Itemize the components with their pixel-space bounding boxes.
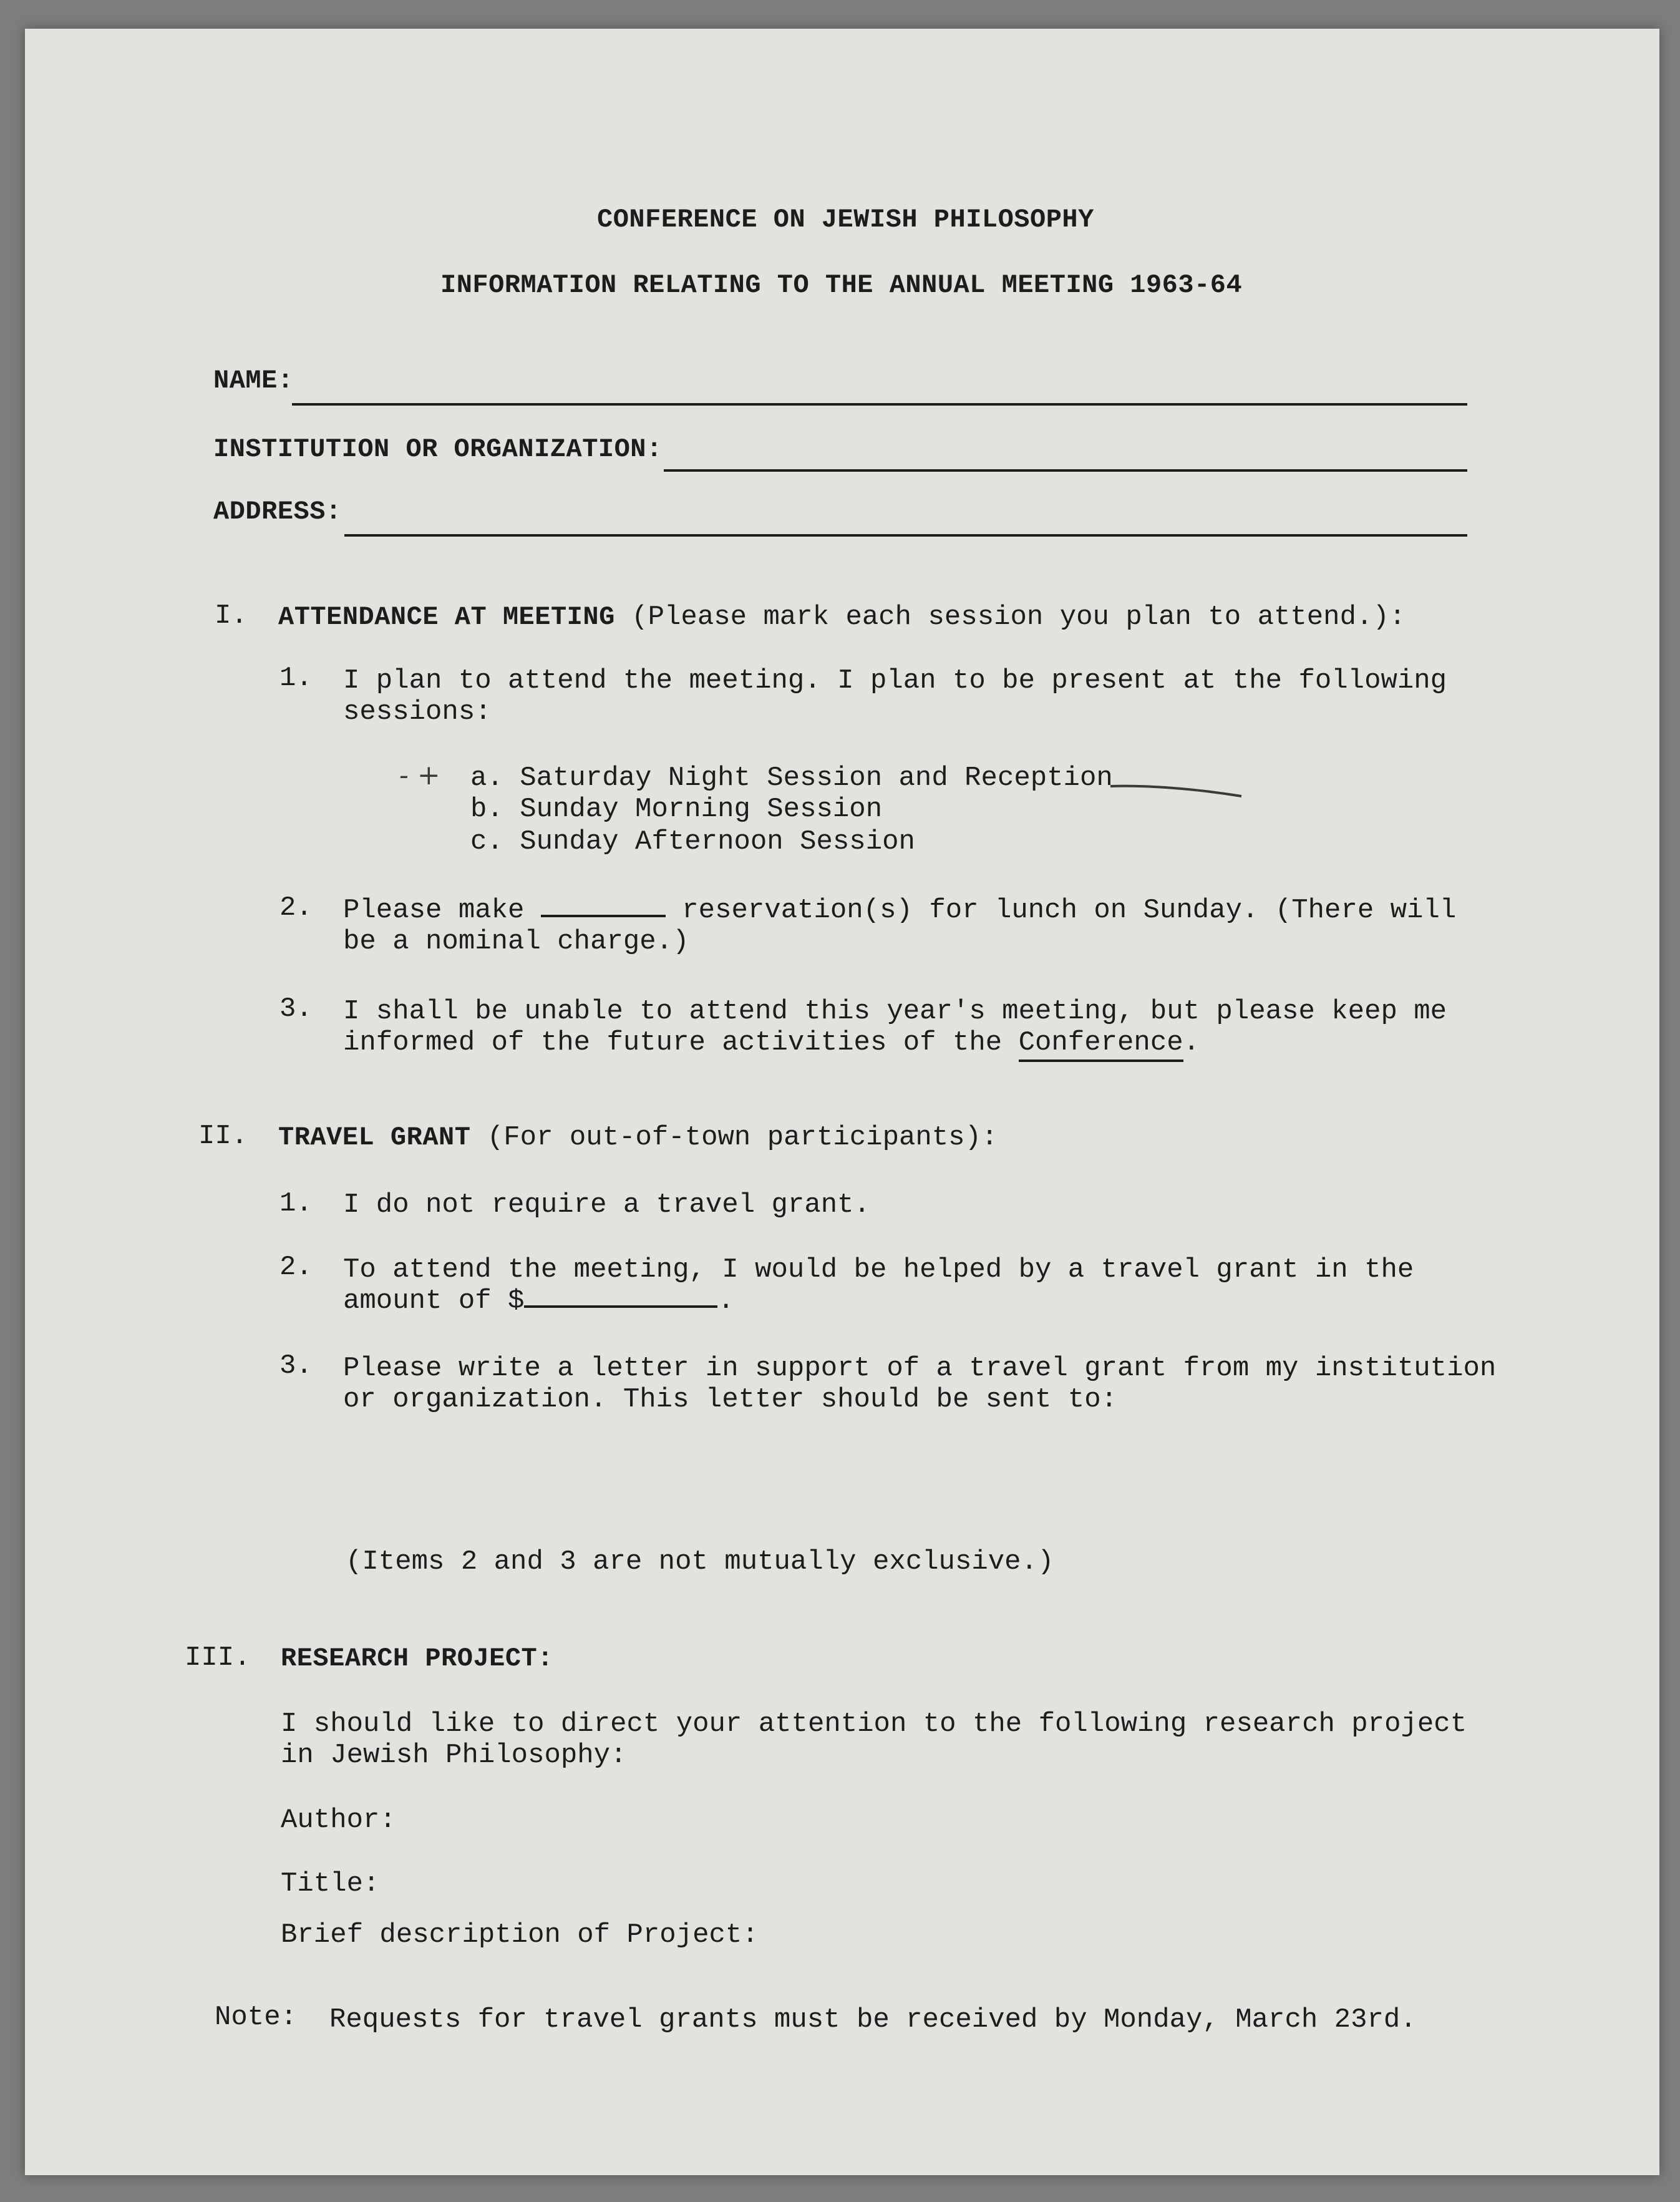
lunch-reservations-blank[interactable] (541, 915, 666, 917)
section-3-title: RESEARCH PROJECT: (281, 1644, 553, 1673)
item-2-3-line1: Please write a letter in support of a travel grant from my institution (343, 1353, 1497, 1384)
item-1-1-line1: I plan to attend the meeting. I plan to be present at the following (343, 665, 1447, 696)
item-1-3-line2c: . (1183, 1027, 1200, 1058)
session-c[interactable]: c. Sunday Afternoon Session (470, 826, 915, 857)
item-2-2-number: 2. (279, 1252, 313, 1283)
section-2-numeral: II. (198, 1121, 248, 1152)
address-field-line[interactable] (344, 534, 1467, 537)
grant-amount-blank[interactable] (524, 1305, 717, 1308)
item-1-2-line1 (343, 895, 1456, 926)
session-a[interactable]: a. Saturday Night Session and Reception (470, 762, 1113, 794)
item-1-3-number: 3. (279, 993, 313, 1025)
note-label: Note: (215, 2002, 298, 2033)
item-1-1-line2: sessions: (343, 696, 492, 728)
item-2-1-text[interactable]: I do not require a travel grant. (343, 1189, 870, 1220)
item-1-3-line2a: informed of the future activities of the (343, 1027, 1019, 1058)
note-text: Requests for travel grants must be received by Monday, March 23rd. (329, 2004, 1417, 2035)
document-subtitle: INFORMATION RELATING TO THE ANNUAL MEETING 1963-64 (440, 270, 1243, 300)
handwritten-arrow-icon (1108, 780, 1245, 805)
item-1-1-number: 1. (279, 663, 313, 694)
item-1-2-line2a: be a nominal (343, 926, 558, 957)
section-2-heading (278, 1122, 998, 1153)
item-1-2-number: 2. (279, 892, 313, 923)
item-2-1-number: 1. (279, 1188, 313, 1219)
section-1-heading (278, 602, 1406, 633)
item-1-2-pre: Please make (343, 895, 525, 926)
institution-label: INSTITUTION OR ORGANIZATION: (213, 434, 663, 464)
item-2-2-line2a: amount of $ (343, 1285, 525, 1317)
item-2-2-line2b: . (717, 1285, 734, 1317)
item-1-2-post: reservation(s) for lunch on Sunday. (There will (682, 895, 1457, 926)
item-1-2-line2b: charge.) (557, 926, 689, 957)
item-2-2-line1: To attend the meeting, I would be helped by a travel grant in the (343, 1254, 1414, 1285)
section-1-numeral: I. (215, 600, 248, 631)
name-label: NAME: (213, 366, 294, 396)
research-line1: I should like to direct your attention to the following research project (281, 1708, 1467, 1740)
item-1-3-line1: I shall be unable to attend this year's meeting, but please keep me (343, 996, 1447, 1027)
conference-underlined: Conference (1019, 1027, 1183, 1062)
section-1-note: (Please mark each session you plan to attend.): (631, 602, 1406, 633)
document-page (25, 29, 1659, 2175)
address-label: ADDRESS: (213, 497, 342, 527)
section-2-title: TRAVEL GRANT (278, 1123, 471, 1152)
description-label: Brief description of Project: (281, 1919, 759, 1951)
title-label: Title: (281, 1868, 380, 1899)
institution-field-line[interactable] (664, 469, 1467, 472)
item-1-3-line2 (343, 1027, 1200, 1058)
section-1-title: ATTENDANCE AT MEETING (278, 602, 615, 632)
name-field-line[interactable] (292, 403, 1467, 406)
session-b[interactable]: b. Sunday Morning Session (470, 794, 883, 825)
author-label: Author: (281, 1805, 396, 1836)
item-2-3-line2: or organization. This letter should be sent to: (343, 1384, 1118, 1415)
item-2-3-number: 3. (279, 1350, 313, 1381)
item-1-2-line2 (343, 926, 689, 957)
item-2-2-line2 (343, 1285, 734, 1317)
section-3-numeral: III. (185, 1642, 251, 1673)
section-2-footnote: (Items 2 and 3 are not mutually exclusive.) (346, 1546, 1054, 1577)
handwritten-check-mark: - + (399, 759, 440, 791)
research-line2: in Jewish Philosophy: (281, 1740, 627, 1771)
document-title: CONFERENCE ON JEWISH PHILOSOPHY (597, 205, 1094, 235)
section-2-note: (For out-of-town participants): (487, 1122, 998, 1153)
